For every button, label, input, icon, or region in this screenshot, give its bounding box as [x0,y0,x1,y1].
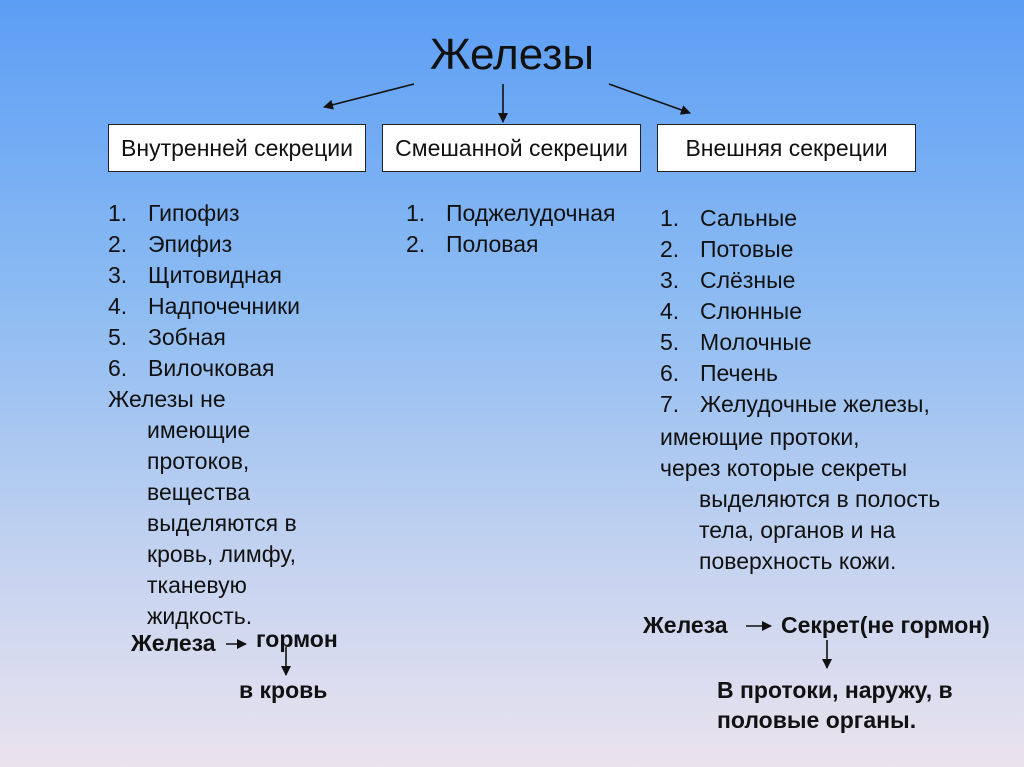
list-item: 2. Эпифиз [108,231,233,257]
list-item: 4. Слюнные [660,298,803,324]
external-flow-secret: Секрет(не гормон) [781,612,990,638]
list-item: 5. Зобная [108,324,226,350]
list-item: 7. Желудочные железы, [660,391,930,417]
arrow-to-external [609,84,690,113]
list-item: 2. Потовые [660,236,794,262]
external-glands-list [660,203,930,420]
list-item: 5. Молочные [660,329,812,355]
list-item: 1. Поджелудочная [406,200,616,226]
list-item: 6. Печень [660,360,779,386]
box-internal-secretion: Внутренней секреции [108,124,366,172]
internal-flow-hormone: гормон [256,626,338,652]
internal-flow-blood: в кровь [239,677,328,703]
list-item: 1. Гипофиз [108,200,240,226]
box-external-secretion: Внешняя секреции [657,124,916,172]
internal-note: Железы не имеющие протоков, вещества выделяются в кровь, лимфу, тканевую жидкость. [108,386,297,629]
external-flow-destination-line2: половые органы. [717,707,917,733]
mixed-glands-list [406,198,615,260]
external-flow-destination-line1: В протоки, наружу, в [717,677,953,703]
box-mixed-secretion: Смешанной секреции [382,124,641,172]
internal-glands-list [108,198,300,384]
arrow-to-internal [324,84,414,107]
list-item: 3. Щитовидная [108,262,282,288]
list-item: 2. Половая [406,231,539,257]
list-item: 3. Слёзные [660,267,796,293]
list-item: 1. Сальные [660,205,798,231]
list-item: 4. Надпочечники [108,293,301,319]
diagram-title: Железы [429,30,595,79]
list-item: 6. Вилочковая [108,355,275,381]
internal-flow-gland: Железа [131,630,216,656]
external-note: имеющие протоки, через которые секреты выделяются в полость тела, органов и на поверхность кожи. [660,424,941,574]
external-flow-gland: Железа [643,612,728,638]
